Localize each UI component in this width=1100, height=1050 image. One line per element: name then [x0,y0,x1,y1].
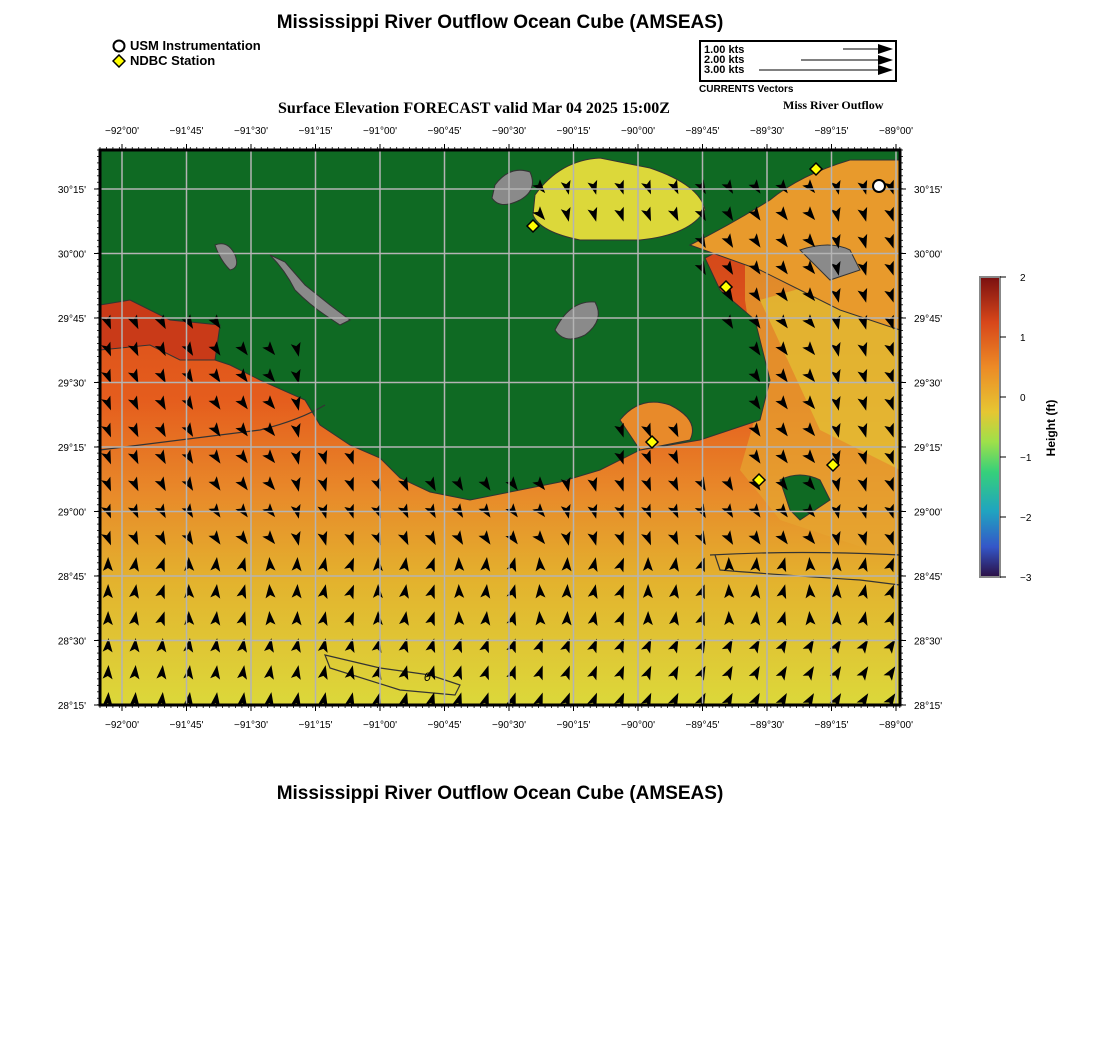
lon-tick-label-top: −91°15' [298,126,333,137]
lat-tick-label-left: 30°00' [57,249,86,261]
lat-tick-label-right: 28°45' [914,572,943,583]
usm-instrument-marker [873,180,885,192]
lon-tick-label-top: −89°15' [814,126,849,137]
lon-tick-label-top: −89°30' [750,126,784,137]
map-subtitle: Surface Elevation FORECAST valid Mar 04 2025 15:00Z [278,100,670,117]
lat-tick-label-left: 29°00' [57,507,86,519]
lat-tick-label-right: 29°45' [914,314,943,325]
lat-tick-label-left: 29°30' [57,378,86,390]
ref-label-3: 3.00 kts [704,64,745,76]
colorbar-tick-label: 1 [1020,333,1026,344]
lat-tick-label-right: 29°30' [914,378,943,390]
colorbar-tick-label: −1 [1020,453,1032,464]
lat-tick-label-left: 28°15' [57,701,86,712]
page-title: Mississippi River Outflow Ocean Cube (AMSEAS) [276,12,724,33]
lon-tick-label-bottom: −90°15' [556,720,591,731]
lon-tick-label-bottom: −89°00' [879,720,913,731]
lon-tick-label-top: −91°00' [363,126,397,137]
lat-tick-label-right: 30°00' [914,249,943,261]
colorbar-tick-label: −2 [1020,513,1032,524]
lon-tick-label-bottom: −91°30' [234,720,268,731]
lat-tick-label-right: 30°15' [914,185,943,196]
lon-tick-label-top: −92°00' [105,126,139,137]
legend-ndbc-label: NDBC Station [130,53,216,68]
lon-tick-label-bottom: −91°00' [363,720,397,731]
colorbar-ticks [1000,273,1032,584]
lat-tick-label-left: 28°45' [57,572,86,583]
reference-arrows [759,44,893,75]
lon-tick-label-top: −89°00' [879,126,913,137]
lon-tick-label-top: −90°45' [427,126,462,137]
lon-tick-label-bottom: −90°00' [621,720,655,731]
lat-tick-label-right: 29°15' [914,443,943,454]
lat-tick-label-left: 29°15' [57,443,86,454]
ref-label-2: 2.00 kts [704,54,745,66]
lon-tick-label-bottom: −92°00' [105,720,139,731]
colorbar-tick-label: 0 [1020,393,1026,404]
lon-tick-label-top: −89°45' [685,126,720,137]
lon-tick-label-top: −90°30' [492,126,526,137]
lon-tick-label-top: −90°00' [621,126,655,137]
legend-usm-label: USM Instrumentation [130,38,261,53]
vector-caption: CURRENTS Vectors [699,84,794,95]
colorbar-label: Height (ft) [1044,399,1058,457]
lon-tick-label-bottom: −91°15' [298,720,333,731]
lon-tick-label-bottom: −90°45' [427,720,462,731]
lat-tick-label-right: 29°00' [914,507,943,519]
contour-label: 0 [424,670,431,684]
lat-tick-label-right: 28°30' [914,636,943,648]
colorbar [980,277,1000,577]
region-label: Miss River Outflow [783,98,884,112]
lat-tick-label-left: 29°45' [57,314,86,325]
lon-tick-label-top: −90°15' [556,126,591,137]
ref-label-1: 1.00 kts [704,44,745,56]
lon-tick-label-bottom: −89°45' [685,720,720,731]
colorbar-tick-label: 2 [1020,273,1026,284]
lat-tick-label-left: 30°15' [57,185,86,196]
lon-tick-label-top: −91°30' [234,126,268,137]
lon-tick-label-top: −91°45' [169,126,204,137]
lon-tick-label-bottom: −89°30' [750,720,784,731]
colorbar-tick-label: −3 [1020,573,1032,584]
lat-tick-label-left: 28°30' [57,636,86,648]
page-title-bottom: Mississippi River Outflow Ocean Cube (AMSEAS) [276,783,724,804]
lon-tick-label-bottom: −90°30' [492,720,526,731]
lat-tick-label-right: 28°15' [914,701,943,712]
lon-tick-label-bottom: −89°15' [814,720,849,731]
lon-tick-label-bottom: −91°45' [169,720,204,731]
